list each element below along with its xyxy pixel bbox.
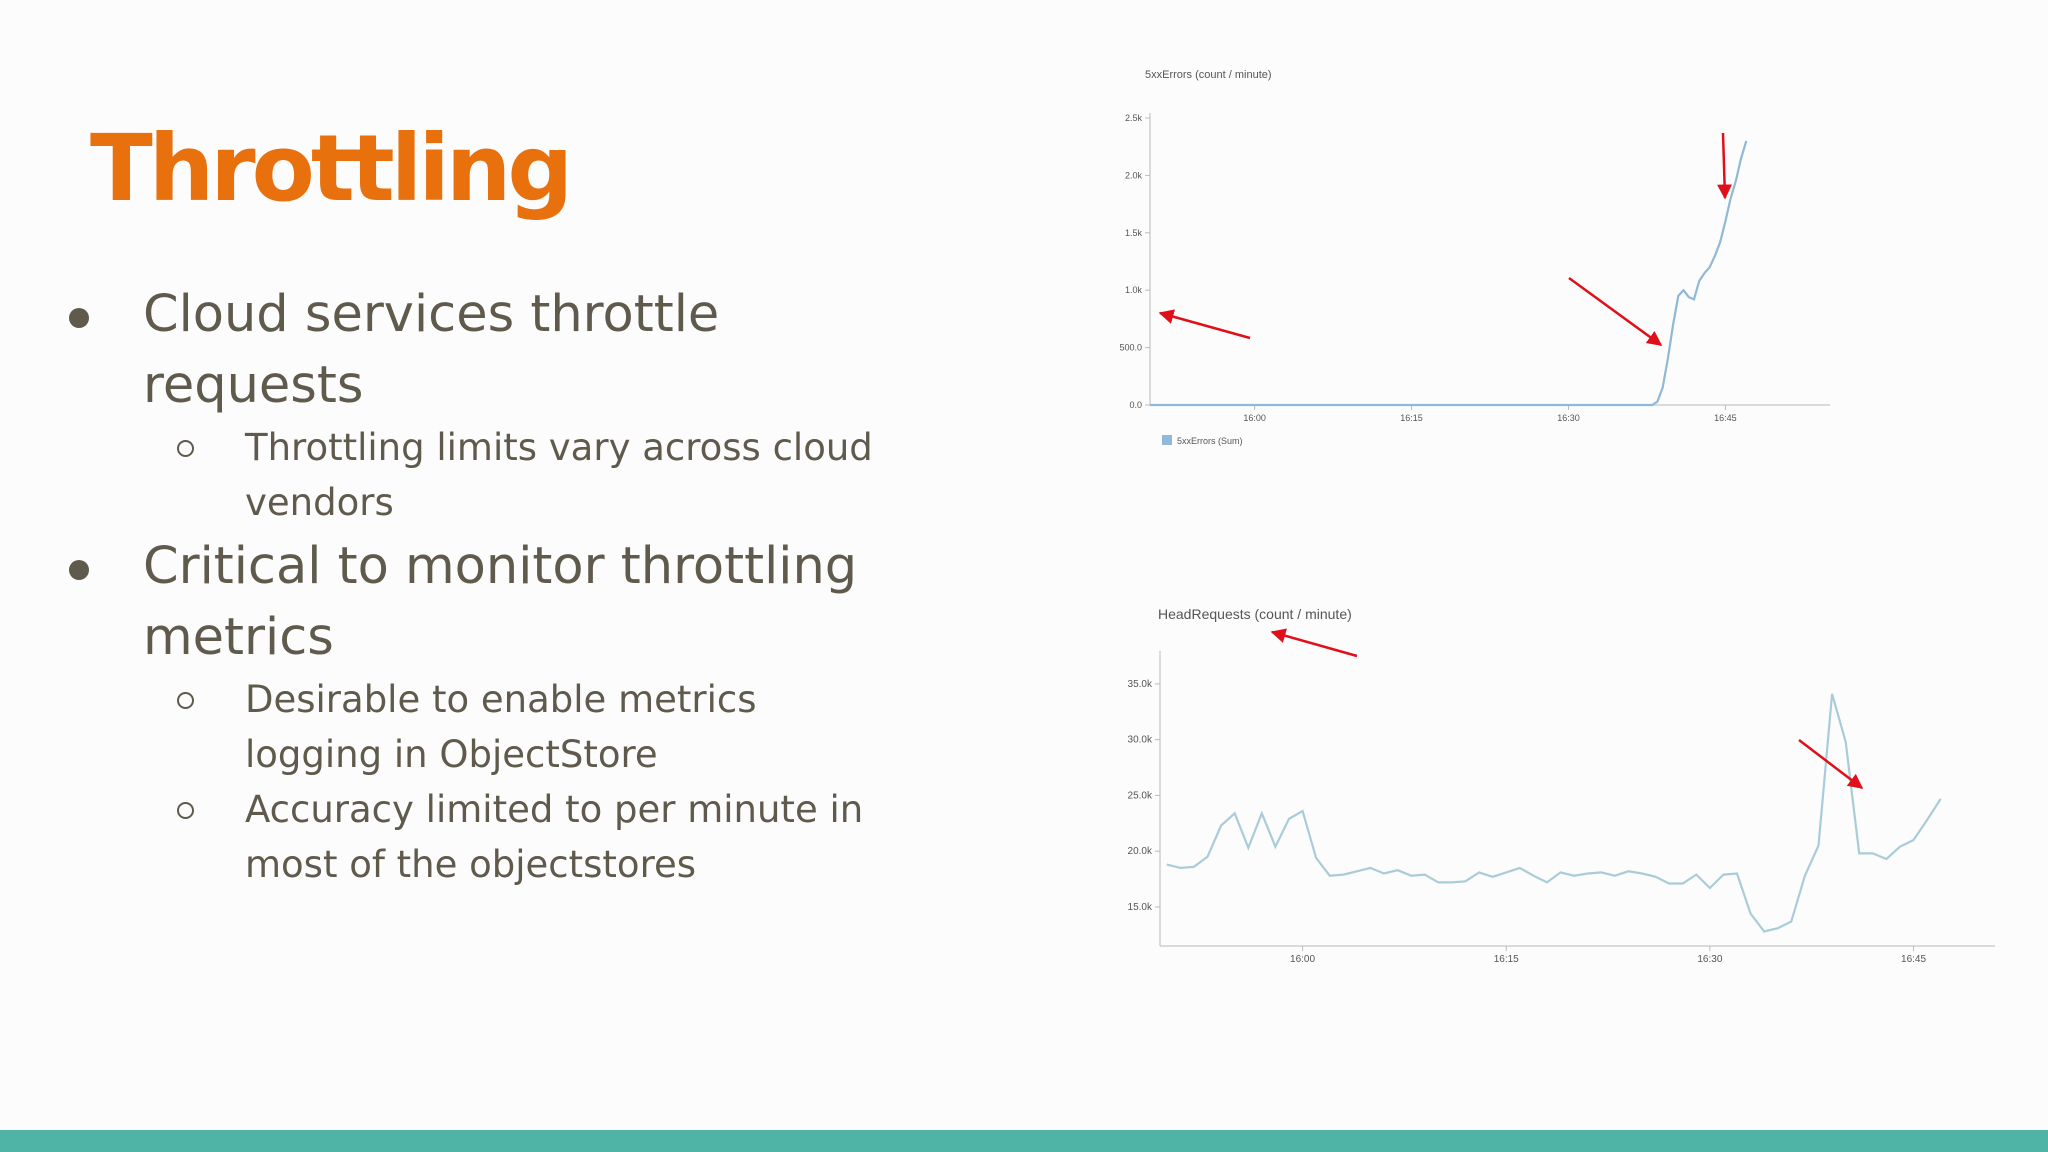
chart-5xx-errors (1095, 50, 1975, 470)
annotation-arrow (1272, 632, 1357, 656)
x-tick-label: 16:30 (1557, 413, 1580, 423)
bullet-level-2: Throttling limits vary across cloud vendors (245, 420, 885, 530)
annotation-arrow (1160, 313, 1250, 338)
annotation-arrow (1569, 278, 1661, 345)
y-tick-label: 1.0k (1124, 285, 1142, 296)
y-tick-label: 2.5k (1124, 113, 1142, 123)
y-tick-label: 30.0k (1127, 734, 1152, 746)
chart-5xx-errors-svg (1095, 50, 1975, 470)
footer-bar (0, 1130, 2048, 1152)
y-tick-label: 1.5k (1124, 227, 1142, 238)
x-tick-label: 16:00 (1243, 413, 1266, 423)
series-line (1167, 694, 1941, 932)
chart-head-requests (1095, 590, 2015, 1000)
y-tick-label: 500.0 (1119, 342, 1142, 353)
bullet-level-1: Cloud services throttle requests (143, 279, 883, 421)
series-line (1150, 141, 1746, 405)
annotation-arrow (1799, 740, 1862, 788)
legend-label: 5xxErrors (Sum) (1177, 436, 1243, 446)
x-tick-label: 16:00 (1290, 954, 1316, 965)
slide-title: Throttling (90, 115, 570, 222)
bullet-level-2: Accuracy limited to per minute in most of the objectstores (245, 782, 885, 892)
x-tick-label: 16:45 (1901, 954, 1927, 965)
bullet-list (0, 0, 900, 1000)
chart-head-requests-svg (1095, 590, 2015, 1000)
y-tick-label: 15.0k (1127, 901, 1152, 913)
x-tick-label: 16:15 (1400, 413, 1423, 423)
annotation-arrow (1723, 133, 1725, 198)
y-tick-label: 35.0k (1127, 678, 1152, 690)
x-tick-label: 16:45 (1714, 413, 1737, 423)
y-tick-label: 0.0 (1129, 400, 1142, 410)
legend-swatch (1162, 435, 1172, 445)
chart-title: 5xxErrors (count / minute) (1145, 69, 1272, 81)
bullet-level-2: Desirable to enable metrics logging in ObjectStore (245, 672, 885, 782)
x-tick-label: 16:15 (1493, 954, 1519, 965)
chart-title: HeadRequests (count / minute) (1158, 606, 1352, 622)
x-tick-label: 16:30 (1697, 954, 1723, 965)
y-tick-label: 2.0k (1124, 170, 1142, 181)
y-tick-label: 20.0k (1127, 846, 1152, 858)
y-tick-label: 25.0k (1127, 790, 1152, 802)
bullet-level-1: Critical to monitor throttling metrics (143, 531, 883, 673)
